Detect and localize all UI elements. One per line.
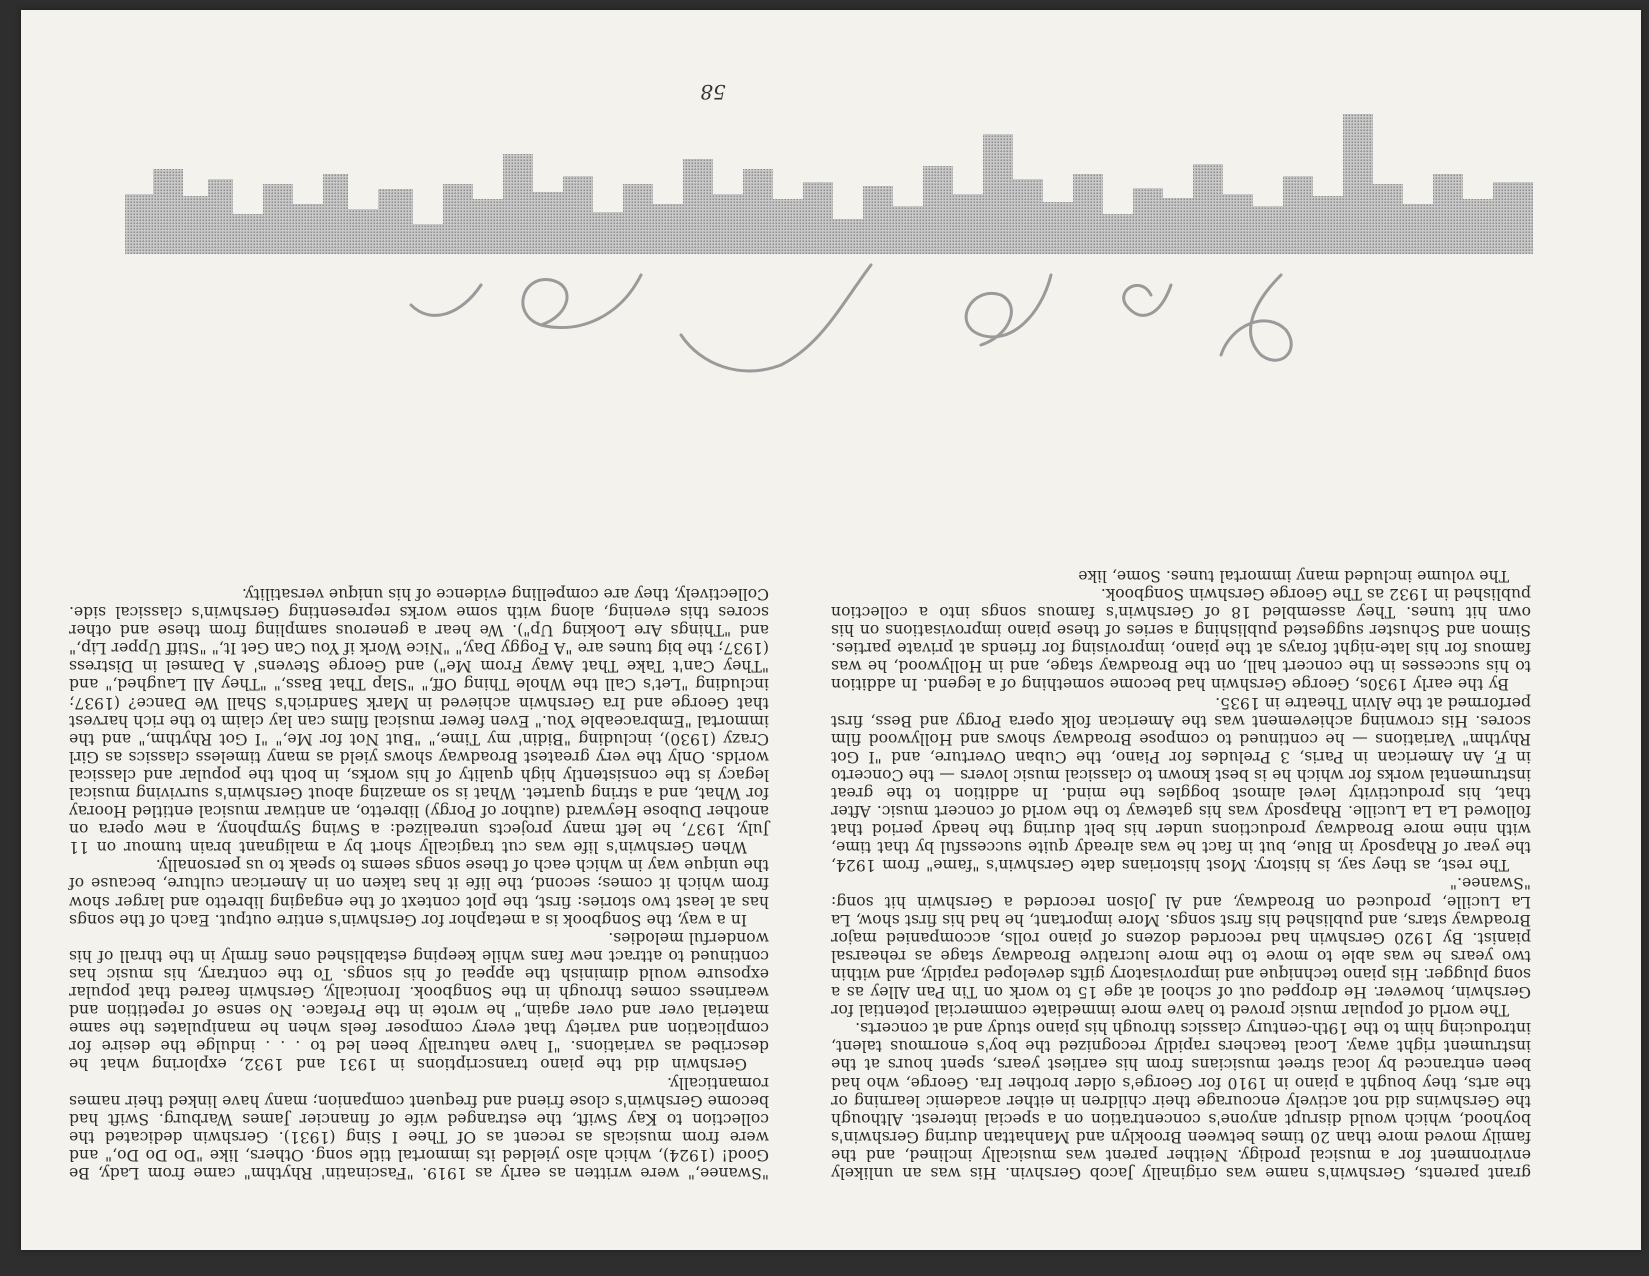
page-number: 58 (700, 80, 726, 104)
paragraph: The volume included many immortal tunes. Some, like (1078, 566, 1509, 585)
decorative-flourish (361, 245, 1341, 425)
paragraph: "Swanee," were written as early as 1919. "Fascinatin' Rhythm" came from Lady, Be Good! (1924), which also yielded its immortal title song. Others, like "Do Do Do," and were from musicals as recent as Of Thee I Sing (1931). Gershwin dedicated the collection to Kay Swift, the estranged wife of financier James Warburg. Swift had become Gershwin's close friend and frequent companion; many have linked their names romantically. (69, 1073, 769, 1182)
paragraph: Gershwin did the piano transcriptions in 1931 and 1932, exploring what he described as variations. "I have naturally been led to . . . indulge the desire for complication and variety that every composer feels when he manipulates the same material over and over again," he wrote in the Preface. No sense of repetition and weariness comes through in the Songbook. Ironically, Gershwin feared that popular exposure would diminish the appeal of his songs. To the contrary, his music has continued to attract new fans while keeping established ones firmly in the thrall of his wonderful melodies. (69, 928, 769, 1074)
paragraph: By the early 1930s, George Gershwin had become something of a legend. In addition to his successes in the concert hall, on the Broadway stage, and in Hollywood, he was famous for his late-night forays at the piano, improvising for friends at private parties. Simon and Schuster suggested publishing a series of these piano improvisations on his own hit tunes. They assembled 18 of Gershwin's famous songs into a collection published in 1932 as The George Gershwin Songbook. (831, 585, 1531, 694)
paragraph: The world of popular music proved to have more immediate commercial potential for Gershwin, however. He dropped out of school at age 15 to work on Tin Pan Alley as a song plugger. His piano technique and improvisatory gifts developed rapidly, and within two years he was able to move to the more lucrative Broadway stage as rehearsal pianist. By 1920 Gershwin had recorded dozens of piano rolls, accompanied major Broadway stars, and published his first songs. More important, he had his first show, La La Lucille, produced on Broadway, and Al Jolson recorded a Gershwin hit song: "Swanee." (831, 874, 1531, 1020)
paragraph: When Gershwin's life was cut tragically short by a malignant brain tumour on 11 July, 1937, he left many projects unrealized: a Swing Symphony, a new opera on another Dubose Heyward (author of Porgy) libretto, an antiwar musical entitled Hooray for What, and a string quartet. What is so amazing about Gershwin's surviving musical legacy is the consistently high quality of his works, in both the popular and classical worlds. Only the very greatest Broadway shows yield as many timeless classics as Girl Crazy (1930), including "Bidin' my Time," "But Not for Me," "I Got Rhythm," and the immortal "Embraceable You." Even fewer musical films can lay claim to the rich harvest that George and Ira Gershwin achieved in Mark Sandrich's Shall We Dance? (1937; including "Let's Call the Whole Thing Off," "Slap That Bass," "They All Laughed," and "They Can't Take That Away From Me") and George Stevens' A Damsel in Distress (1937; the big tunes are "A Foggy Day," "Nice Work if You Can Get It," "Stiff Upper Lip," and "Things Are Looking Up"). We hear a generous sampling from these and other scores this evening, along with some works representing Gershwin's classical side. Collectively, they are compelling evidence of his unique versatility. (69, 585, 769, 857)
paragraph: grant parents, Gershwin's name was originally Jacob Gershvin. His was an unlikely environment for a musical prodigy. Neither parent was musically inclined, and the family moved more than 20 times between Brooklyn and Manhattan during Gershwin's boyhood, which would disrupt anyone's concentration on a special interest. Although the Gershwins did not actively encourage their children in either academic learning or the arts, they bought a piano in 1910 for George's older brother Ira. George, who had been entranced by local street musicians from his earliest years, spent hours at the instrument right away. Local teachers rapidly recognized the boy's enormous talent, introducing him to the 19th-century classics through his piano study and at concerts. (831, 1019, 1531, 1182)
scanned-page-sheet (21, 10, 1641, 1250)
city-skyline-illustration (125, 114, 1533, 254)
text-column-left (831, 567, 1531, 1182)
text-column-right (69, 585, 769, 1182)
paragraph: The rest, as they say, is history. Most historians date Gershwin's "fame" from 1924, the year of Rhapsody in Blue, but in fact he was already quite successful by that time, with nine more Broadway productions under his belt during the heady period that followed La La Lucille. Rhapsody was his gateway to the world of concert music. After that, his productivity level almost boggles the mind. In addition to the great instrumental works for which he is best known to classical music lovers — the Concerto in F, An American in Paris, 3 Preludes for Piano, the Cuban Overture, and "I Got Rhythm" Variations — he continued to compose Broadway shows and Hollywood film scores. His crowning achievement was the American folk opera Porgy and Bess, first performed at the Alvin Theatre in 1935. (831, 693, 1531, 875)
paragraph: In a way, the Songbook is a metaphor for Gershwin's entire output. Each of the songs has at least two stories: first, the plot context of the engaging libretto and larger show from which it comes; second, the life it has taken on in American culture, because of the unique way in which each of these songs seems to speak to us personally. (69, 856, 769, 929)
